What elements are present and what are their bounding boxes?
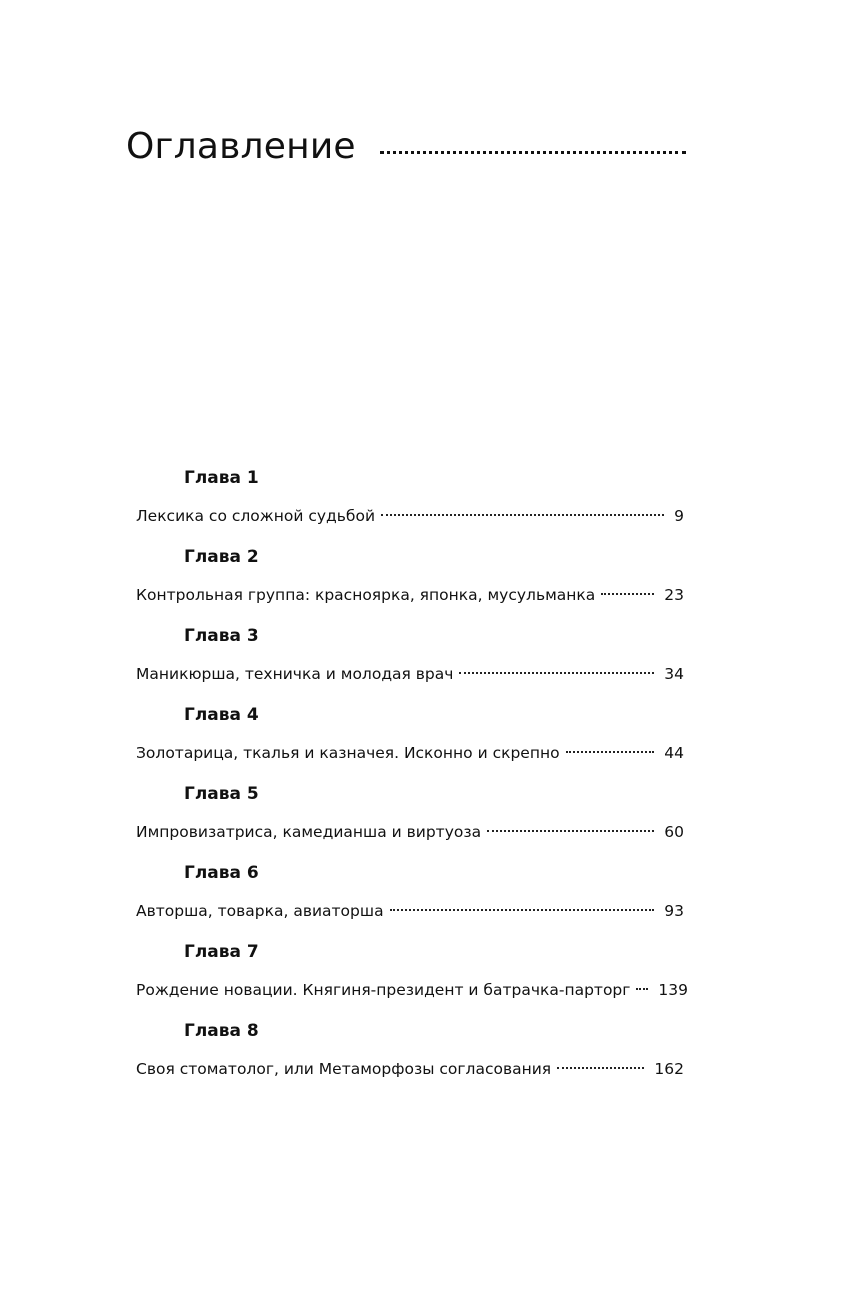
toc-heading xyxy=(126,126,686,176)
chapter-label: Глава 7 xyxy=(184,942,259,962)
toc-line xyxy=(136,899,684,923)
toc-entry xyxy=(136,624,684,703)
chapter-title: Золотарица, ткалья и казначея. Исконно и скрепно xyxy=(136,744,560,762)
page-number: 44 xyxy=(664,744,684,762)
dotted-leader xyxy=(557,1067,644,1069)
toc-entry xyxy=(136,703,684,782)
page-title: Оглавление xyxy=(126,126,356,167)
dotted-leader xyxy=(381,514,664,516)
toc-entry xyxy=(136,545,684,624)
toc-entry xyxy=(136,861,684,940)
chapter-label: Глава 3 xyxy=(184,626,259,646)
dotted-leader xyxy=(636,988,648,990)
toc-entry xyxy=(136,940,689,1019)
toc-entry xyxy=(136,466,684,545)
toc-line xyxy=(136,583,684,607)
toc-line xyxy=(136,978,689,1002)
page-number: 34 xyxy=(664,665,684,683)
toc-entry xyxy=(136,1019,684,1098)
table-of-contents xyxy=(136,466,689,1098)
chapter-title: Своя стоматолог, или Метаморфозы согласования xyxy=(136,1060,552,1078)
chapter-title: Контрольная группа: красноярка, японка, мусульманка xyxy=(136,586,596,604)
page-number: 60 xyxy=(664,823,684,841)
page-number: 162 xyxy=(654,1060,684,1078)
heading-dotted-leader xyxy=(380,151,686,154)
toc-entry xyxy=(136,782,684,861)
page-number: 23 xyxy=(664,586,684,604)
chapter-title: Рождение новации. Княгиня-президент и батрачка-парторг xyxy=(136,981,631,999)
dotted-leader xyxy=(566,751,655,753)
chapter-title: Авторша, товарка, авиаторша xyxy=(136,902,384,920)
toc-line xyxy=(136,820,684,844)
chapter-label: Глава 8 xyxy=(184,1021,259,1041)
page-number: 139 xyxy=(658,981,689,999)
dotted-leader xyxy=(601,593,654,595)
toc-line xyxy=(136,741,684,765)
chapter-label: Глава 5 xyxy=(184,784,259,804)
chapter-label: Глава 4 xyxy=(184,705,259,725)
toc-line xyxy=(136,504,684,528)
toc-line xyxy=(136,662,684,686)
dotted-leader xyxy=(390,909,655,911)
chapter-title: Лексика со сложной судьбой xyxy=(136,507,376,525)
chapter-title: Маникюрша, техничка и молодая врач xyxy=(136,665,454,683)
toc-line xyxy=(136,1057,684,1081)
chapter-label: Глава 1 xyxy=(184,468,259,488)
dotted-leader xyxy=(487,830,654,832)
page-number: 93 xyxy=(664,902,684,920)
chapter-label: Глава 2 xyxy=(184,547,259,567)
page-number: 9 xyxy=(674,507,684,525)
dotted-leader xyxy=(459,672,654,674)
chapter-title: Импровизатриса, камедианша и виртуоза xyxy=(136,823,482,841)
chapter-label: Глава 6 xyxy=(184,863,259,883)
